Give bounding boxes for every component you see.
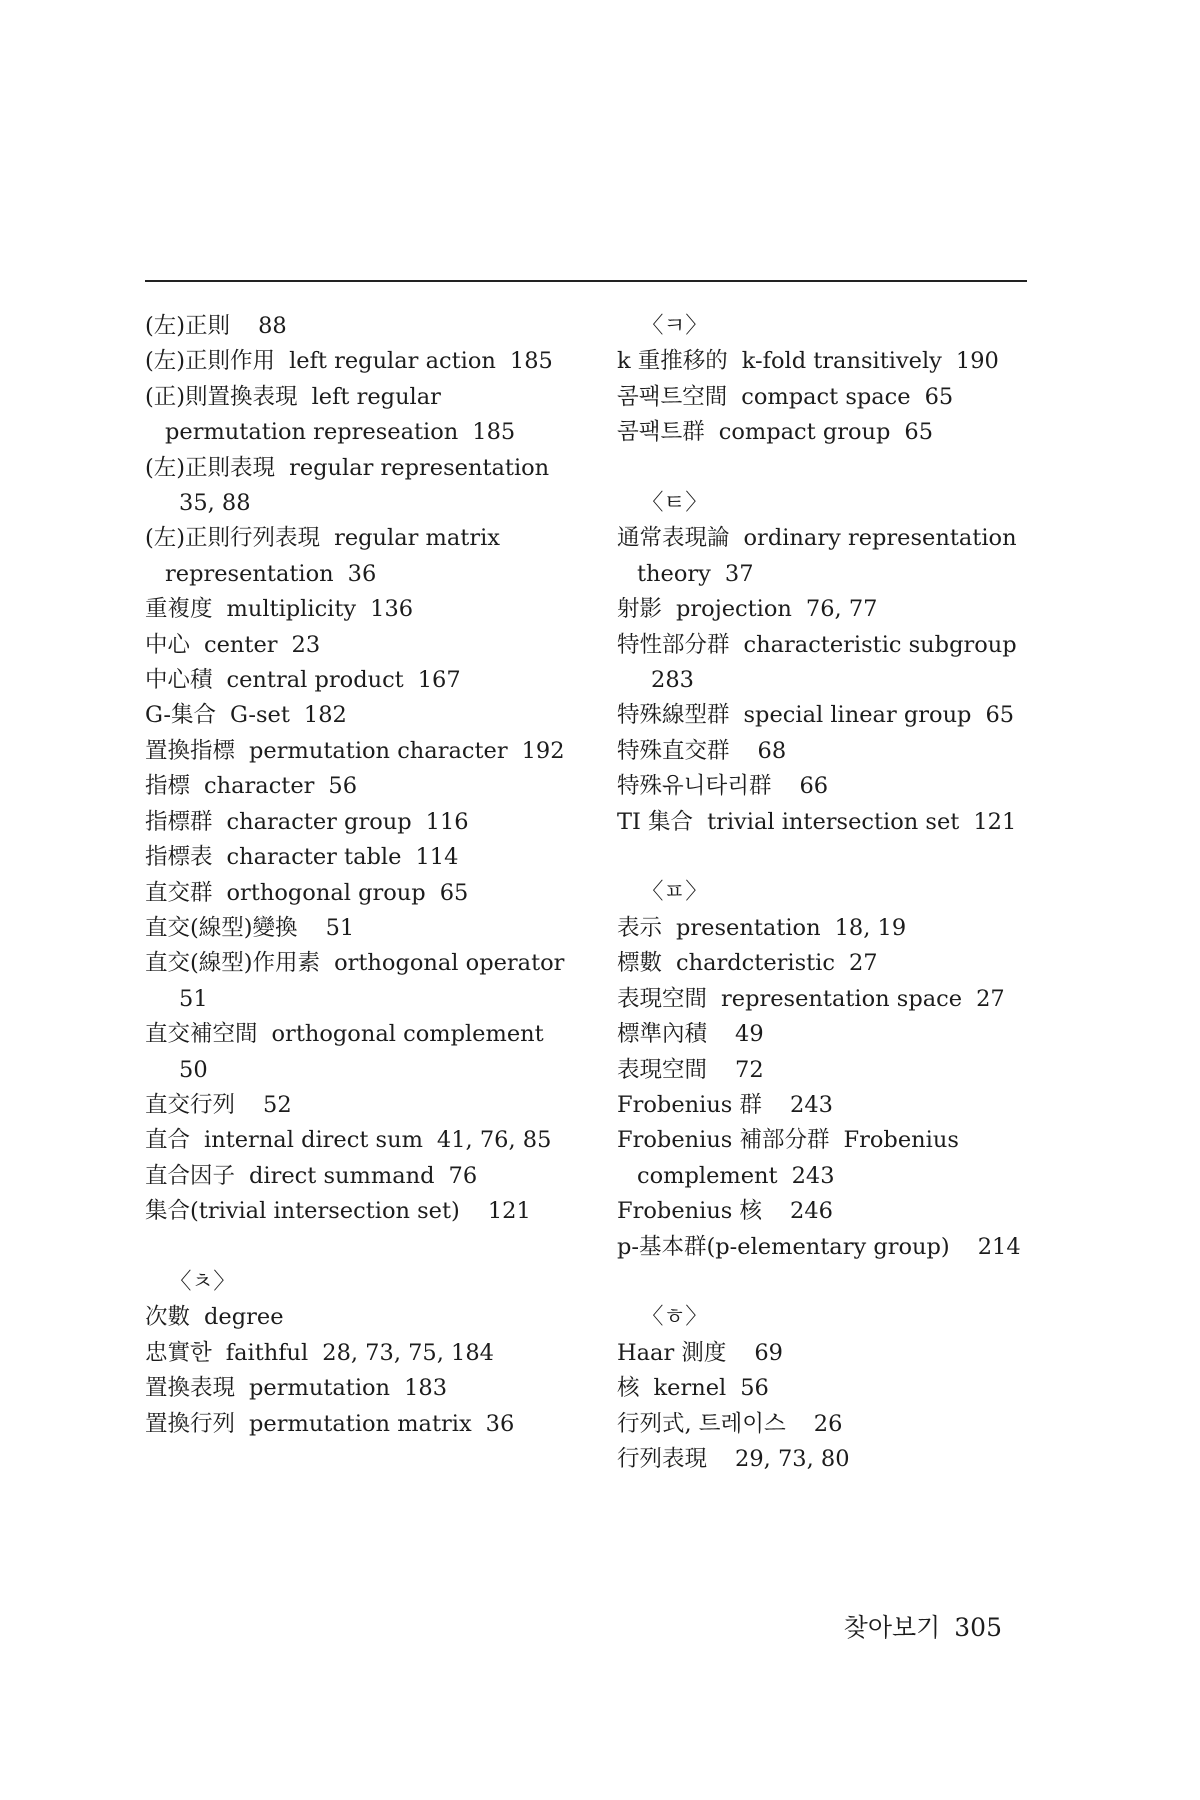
index-term: 次數 bbox=[145, 1304, 191, 1331]
index-term: 直交(線型)作用素 bbox=[145, 950, 321, 977]
index-entry bbox=[145, 1336, 575, 1371]
page-refs: 35, 88 bbox=[179, 490, 251, 517]
index-english: kernel bbox=[653, 1375, 727, 1402]
index-entry-continuation bbox=[145, 1053, 575, 1088]
index-entry bbox=[145, 309, 575, 344]
page-refs: 36 bbox=[347, 560, 377, 587]
index-english: character group bbox=[226, 808, 412, 835]
index-term: 集合(trivial intersection set) bbox=[145, 1198, 460, 1225]
index-term: 特殊直交群 bbox=[617, 737, 730, 764]
index-entry bbox=[617, 1407, 1037, 1442]
index-english: representation space bbox=[721, 985, 963, 1012]
index-term: 重複度 bbox=[145, 596, 213, 623]
index-entry-continuation bbox=[617, 557, 1037, 592]
index-entry-continuation bbox=[145, 486, 575, 521]
page-refs: 190 bbox=[955, 348, 999, 375]
index-entry bbox=[145, 380, 575, 415]
index-entry bbox=[145, 1407, 575, 1442]
index-entry bbox=[145, 1371, 575, 1406]
index-entry bbox=[145, 698, 575, 733]
section-gap bbox=[617, 1265, 1037, 1300]
index-term: Frobenius 核 bbox=[617, 1198, 763, 1225]
index-term: 特性部分群 bbox=[617, 631, 730, 658]
index-entry bbox=[145, 521, 575, 556]
index-term: 直交行列 bbox=[145, 1091, 236, 1118]
index-term: (左)正則行列表現 bbox=[145, 525, 321, 552]
index-english: faithful bbox=[225, 1339, 309, 1366]
index-term: 直交補空間 bbox=[145, 1021, 258, 1048]
index-english: regular representation bbox=[289, 454, 550, 481]
page-footer bbox=[844, 1608, 1002, 1644]
index-term: 指標群 bbox=[145, 808, 213, 835]
index-english: permutation bbox=[249, 1375, 391, 1402]
index-term: G-集合 bbox=[145, 702, 216, 729]
index-english: G-set bbox=[230, 702, 290, 729]
index-entry bbox=[145, 628, 575, 663]
page-refs: 66 bbox=[799, 773, 829, 800]
index-english: projection bbox=[676, 596, 792, 623]
index-english: characteristic subgroup bbox=[743, 631, 1017, 658]
index-entry bbox=[617, 1336, 1037, 1371]
index-english: character table bbox=[226, 844, 402, 871]
index-term: (正)則置換表現 bbox=[145, 383, 298, 410]
page-refs: 183 bbox=[404, 1375, 448, 1402]
page-refs: 23 bbox=[291, 631, 321, 658]
index-english: k-fold transitively bbox=[741, 348, 942, 375]
index-term: p-基本群(p-elementary group) bbox=[617, 1233, 950, 1260]
index-entry bbox=[617, 946, 1037, 981]
section-gap bbox=[145, 1230, 575, 1265]
index-english: internal direct sum bbox=[204, 1127, 423, 1154]
index-entry bbox=[145, 1300, 575, 1335]
index-term: 表現空間 bbox=[617, 1056, 708, 1083]
index-english: direct summand bbox=[249, 1162, 435, 1189]
index-entry bbox=[617, 1088, 1037, 1123]
index-entry-continuation bbox=[617, 1159, 1037, 1194]
index-term: 特殊線型群 bbox=[617, 702, 730, 729]
index-term: 直合 bbox=[145, 1127, 191, 1154]
index-entry bbox=[617, 1194, 1037, 1229]
index-english: Frobenius bbox=[843, 1127, 959, 1154]
index-english: presentation bbox=[676, 914, 821, 941]
index-term: Frobenius 補部分群 bbox=[617, 1127, 830, 1154]
page-refs: 116 bbox=[425, 808, 469, 835]
index-english: special linear group bbox=[743, 702, 972, 729]
index-entry bbox=[617, 1230, 1037, 1265]
index-entry bbox=[145, 1159, 575, 1194]
page-number: 305 bbox=[954, 1613, 1002, 1642]
index-entry-continuation bbox=[145, 415, 575, 450]
index-term: 콤팩트空間 bbox=[617, 383, 728, 410]
index-entry bbox=[617, 1053, 1037, 1088]
index-term: 中心 bbox=[145, 631, 191, 658]
page-refs: 76 bbox=[448, 1162, 478, 1189]
index-entry bbox=[617, 1017, 1037, 1052]
page-refs: 56 bbox=[328, 773, 358, 800]
index-entry bbox=[145, 344, 575, 379]
index-column-right bbox=[617, 309, 1037, 1477]
page-refs: 29, 73, 80 bbox=[735, 1445, 850, 1472]
index-entry bbox=[617, 415, 1037, 450]
index-english: central product bbox=[226, 667, 404, 694]
page-refs: 182 bbox=[303, 702, 347, 729]
index-english: character bbox=[204, 773, 315, 800]
page-refs: 65 bbox=[439, 879, 469, 906]
index-entry bbox=[145, 1088, 575, 1123]
index-entry bbox=[617, 769, 1037, 804]
index-term: 콤팩트群 bbox=[617, 419, 705, 446]
index-entry bbox=[145, 911, 575, 946]
index-term: 置換指標 bbox=[145, 737, 236, 764]
index-term: 置換行列 bbox=[145, 1410, 236, 1437]
index-term: 中心積 bbox=[145, 667, 213, 694]
page-refs: 192 bbox=[521, 737, 565, 764]
index-term: Haar 測度 bbox=[617, 1339, 727, 1366]
index-entry bbox=[145, 663, 575, 698]
index-term: 直交(線型)變換 bbox=[145, 914, 298, 941]
page-refs: 243 bbox=[791, 1162, 835, 1189]
index-english: trivial intersection set bbox=[707, 808, 960, 835]
section-heading: 〈ㅍ〉 bbox=[641, 879, 708, 906]
page-refs: 56 bbox=[740, 1375, 769, 1402]
index-english: left regular bbox=[311, 383, 441, 410]
index-entry bbox=[617, 1371, 1037, 1406]
index-english: orthogonal complement bbox=[271, 1021, 544, 1048]
index-term: (左)正則 bbox=[145, 313, 231, 339]
index-entry bbox=[617, 1123, 1037, 1158]
index-english: permutation matrix bbox=[249, 1410, 472, 1437]
index-entry bbox=[145, 592, 575, 627]
page-refs: 50 bbox=[179, 1056, 208, 1083]
index-english: left regular action bbox=[289, 348, 496, 375]
index-term: 行列式, 트레이스 bbox=[617, 1410, 786, 1437]
section-heading: 〈ㅎ〉 bbox=[641, 1304, 708, 1331]
index-term: 特殊유니타리群 bbox=[617, 773, 772, 800]
page-refs: 76, 77 bbox=[805, 596, 878, 623]
page-refs: 185 bbox=[472, 419, 516, 446]
index-english: center bbox=[204, 631, 278, 658]
index-term: Frobenius 群 bbox=[617, 1091, 763, 1118]
page-refs: 52 bbox=[263, 1091, 292, 1118]
page-refs: 88 bbox=[258, 313, 287, 339]
index-english: permutation character bbox=[249, 737, 508, 764]
page-refs: 65 bbox=[985, 702, 1015, 729]
index-entry bbox=[145, 451, 575, 486]
top-rule bbox=[145, 280, 1027, 282]
index-term: 直交群 bbox=[145, 879, 213, 906]
index-entry bbox=[145, 734, 575, 769]
index-term: k 重推移的 bbox=[617, 348, 728, 375]
page-refs: 121 bbox=[487, 1198, 531, 1225]
page-refs: 65 bbox=[924, 383, 954, 410]
section-heading: 〈ㅌ〉 bbox=[641, 490, 708, 517]
index-english: regular matrix bbox=[334, 525, 500, 552]
page-refs: 41, 76, 85 bbox=[436, 1127, 552, 1154]
index-column-left bbox=[145, 309, 575, 1442]
index-term: 核 bbox=[617, 1375, 640, 1402]
index-term: 直合因子 bbox=[145, 1162, 236, 1189]
continuation-text: permutation represeation bbox=[165, 419, 459, 446]
index-entry bbox=[145, 1123, 575, 1158]
index-entry bbox=[617, 805, 1037, 840]
page-refs: 167 bbox=[417, 667, 461, 694]
index-entry bbox=[617, 911, 1037, 946]
index-entry bbox=[145, 876, 575, 911]
page-refs: 246 bbox=[790, 1198, 833, 1225]
index-term: 行列表現 bbox=[617, 1445, 708, 1472]
page-refs: 51 bbox=[179, 985, 208, 1012]
index-term: TI 集合 bbox=[617, 808, 694, 835]
continuation-text: complement bbox=[637, 1162, 778, 1189]
section-gap bbox=[617, 840, 1037, 875]
index-entry-continuation bbox=[145, 982, 575, 1017]
page-refs: 49 bbox=[735, 1021, 764, 1048]
index-entry bbox=[617, 982, 1037, 1017]
section-heading: 〈ㅊ〉 bbox=[169, 1268, 236, 1295]
page-refs: 114 bbox=[415, 844, 459, 871]
index-entry bbox=[617, 592, 1037, 627]
index-entry bbox=[617, 1442, 1037, 1477]
index-term: 指標 bbox=[145, 773, 191, 800]
index-term: 表現空間 bbox=[617, 985, 708, 1012]
index-term: 標數 bbox=[617, 950, 663, 977]
index-term: (左)正則表現 bbox=[145, 454, 276, 481]
index-term: (左)正則作用 bbox=[145, 348, 276, 375]
page-refs: 72 bbox=[735, 1056, 764, 1083]
index-english: compact space bbox=[741, 383, 911, 410]
index-entry bbox=[145, 946, 575, 981]
page-refs: 185 bbox=[509, 348, 553, 375]
index-entry bbox=[145, 805, 575, 840]
page-refs: 136 bbox=[370, 596, 414, 623]
index-english: compact group bbox=[718, 419, 891, 446]
page-refs: 68 bbox=[757, 737, 787, 764]
index-entry bbox=[145, 1194, 575, 1229]
continuation-text: representation bbox=[165, 560, 334, 587]
index-english: chardcteristic bbox=[676, 950, 835, 977]
index-term: 通常表現論 bbox=[617, 525, 730, 552]
page-refs: 69 bbox=[754, 1339, 783, 1366]
page-refs: 214 bbox=[977, 1233, 1021, 1260]
page-refs: 26 bbox=[813, 1410, 843, 1437]
index-term: 射影 bbox=[617, 596, 663, 623]
index-entry bbox=[617, 734, 1037, 769]
section-gap bbox=[617, 451, 1037, 486]
index-entry bbox=[617, 521, 1037, 556]
continuation-text: theory bbox=[637, 560, 711, 587]
index-term: 標準內積 bbox=[617, 1021, 708, 1048]
index-english: ordinary representation bbox=[743, 525, 1017, 552]
page-refs: 121 bbox=[973, 808, 1017, 835]
index-entry bbox=[617, 698, 1037, 733]
index-english: degree bbox=[204, 1304, 284, 1331]
page-refs: 36 bbox=[485, 1410, 515, 1437]
page-refs: 65 bbox=[904, 419, 934, 446]
section-heading: 〈ㅋ〉 bbox=[641, 313, 708, 339]
index-entry-continuation bbox=[617, 663, 1037, 698]
index-term: 忠實한 bbox=[145, 1339, 212, 1366]
index-entry-continuation bbox=[145, 557, 575, 592]
page-refs: 51 bbox=[325, 914, 355, 941]
index-term: 指標表 bbox=[145, 844, 213, 871]
running-head: 찾아보기 bbox=[843, 1613, 941, 1642]
index-term: 置換表現 bbox=[145, 1375, 236, 1402]
index-entry bbox=[617, 344, 1037, 379]
index-english: orthogonal group bbox=[226, 879, 426, 906]
index-entry bbox=[617, 628, 1037, 663]
page-refs: 27 bbox=[976, 985, 1005, 1012]
page-refs: 243 bbox=[790, 1091, 833, 1118]
index-english: multiplicity bbox=[226, 596, 357, 623]
index-entry bbox=[145, 769, 575, 804]
page-refs: 37 bbox=[724, 560, 754, 587]
index-term: 表示 bbox=[617, 914, 663, 941]
index-entry bbox=[617, 380, 1037, 415]
index-entry bbox=[145, 840, 575, 875]
page-refs: 283 bbox=[651, 667, 694, 694]
page-refs: 28, 73, 75, 184 bbox=[322, 1339, 494, 1366]
index-english: orthogonal operator bbox=[334, 950, 565, 977]
page-refs: 27 bbox=[848, 950, 878, 977]
index-entry bbox=[145, 1017, 575, 1052]
page-refs: 18, 19 bbox=[834, 914, 907, 941]
